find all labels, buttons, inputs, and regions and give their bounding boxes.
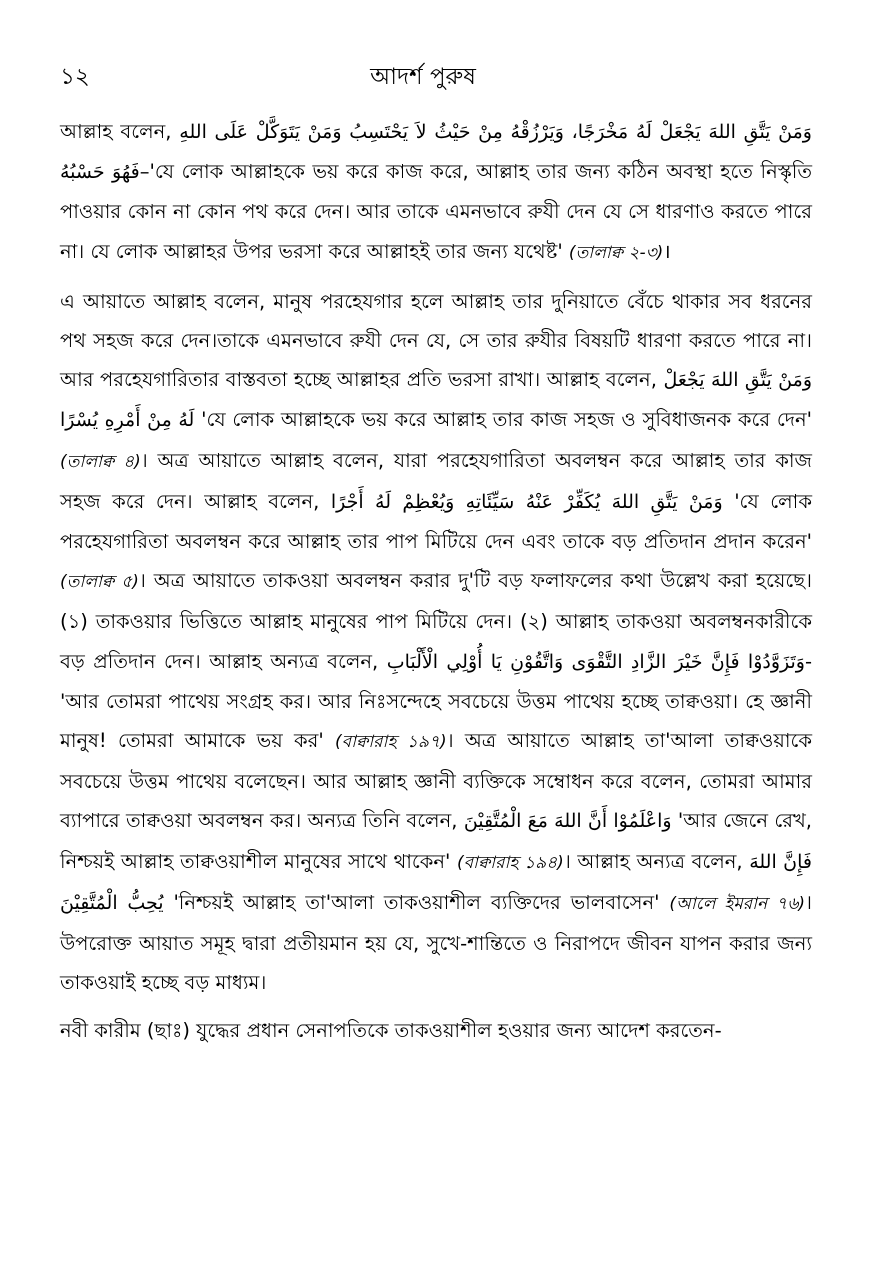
arabic-verse: وَمَنْ يَتَّقِ اللهَ يَجْعَلْ لَهُ مَخْرَجًا، وَيَرْزُقْهُ مِنْ حَيْثُ لاَ يَحْتَسِبُ وَمَنْ يَتَوَكَّلْ عَلَى اللهِ فَهُوَ حَسْبُهُ	[60, 121, 812, 184]
paragraph	[60, 1011, 812, 1050]
bengali-text: 'যে লোক আল্লাহকে ভয় করে আল্লাহ তার কাজ সহজ ও সুবিধাজনক করে দেন'	[194, 408, 812, 432]
bengali-text: ।	[663, 239, 671, 263]
arabic-verse: وَاعْلَمُوْا أَنَّ اللهَ مَعَ الْمُتَّقِيْنَ	[463, 810, 672, 833]
bengali-text: 'নিশ্চয়ই আল্লাহ তা'আলা তাকওয়াশীল ব্যক্তিদের ভালবাসেন'	[163, 890, 670, 914]
bengali-text: এ আয়াতে আল্লাহ বলেন, মানুষ পরহেযগার হলে আল্লাহ তার দুনিয়াতে বেঁচে থাকার সব ধরনের পথ সহজ করে দেন।তাকে এমনভাবে রুযী দেন যে, সে তার রুযীর বিষয়টি ধারণা করতে পারে না। আর পরহেযগারিতার বাস্তবতা হচ্ছে আল্লাহর প্রতি ভরসা রাখা। আল্লাহ বলেন,	[60, 289, 812, 392]
arabic-verse: وَتَزَوَّدُوْا فَإِنَّ خَيْرَ الزَّادِ التَّقْوَى وَاتَّقُوْنِ يَا أُوْلِي الْأَلْبَابِ	[386, 650, 805, 673]
bengali-text: নবী কারীম (ছাঃ) যুদ্ধের প্রধান সেনাপতিকে তাকওয়াশীল হওয়ার জন্য আদেশ করতেন-	[60, 1019, 722, 1043]
page-title: আদর্শ পুরুষ	[370, 64, 476, 90]
verse-reference: (তালাক্ব ৫)	[60, 572, 139, 593]
paragraph	[60, 112, 812, 273]
verse-reference: (তালাক্ব ২-৩)	[568, 242, 664, 263]
bengali-text: 'আর জেনে রেখ, নিশ্চয়ই আল্লাহ তাক্বওয়াশীল মানুষের সাথে থাকেন'	[60, 809, 812, 873]
bengali-text: । অত্র আয়াতে তাকওয়া অবলম্বন করার দু'টি বড় ফলাফলের কথা উল্লেখ করা হয়েছে। (১) তাকওয়ার ভিত্তিতে আল্লাহ মানুষের পাপ মিটিয়ে দেন। (২) আল্লাহ তাকওয়া অবলম্বনকারীকে বড় প্রতিদান দেন। আল্লাহ অন্যত্র বলেন,	[60, 569, 812, 673]
arabic-verse: فَإِنَّ اللهَ يُحِبُّ الْمُتَّقِيْنَ	[60, 850, 812, 914]
arabic-verse: وَمَنْ يَتَّقِ اللهَ يُكَفِّرْ عَنْهُ سَيِّئَاتِهِ وَيُعْظِمْ لَهُ أَجْرًا	[330, 490, 723, 513]
bengali-text: - 'আর তোমরা পাথেয় সংগ্রহ কর। আর নিঃসন্দেহে সবচেয়ে উত্তম পাথেয় হচ্ছে তাক্বওয়া। হে জ্ঞানী মানুষ! তোমরা আমাকে ভয় কর'	[60, 649, 813, 753]
verse-reference: (বাক্বারাহ ১৯৪)	[456, 852, 564, 873]
bengali-text: । অত্র আয়াতে আল্লাহ তা'আলা তাক্বওয়াকে সবচেয়ে উত্তম পাথেয় বলেছেন। আর আল্লাহ জ্ঞানী ব্যক্তিকে সম্বোধন করে বলেন, তোমরা আমার ব্যাপারে তাক্বওয়া অবলম্বন কর। অন্যত্র তিনি বলেন,	[60, 729, 812, 833]
arabic-verse: وَمَنْ يَتَّقِ اللهَ يَجْعَلْ لَهُ مِنْ أَمْرِهِ يُسْرًا	[60, 369, 812, 432]
bengali-text: । উপরোক্ত আয়াত সমূহ দ্বারা প্রতীয়মান হয় যে, সুখে-শান্তিতে ও নিরাপদে জীবন যাপন করার জন্য তাকওয়াই হচ্ছে বড় মাধ্যম।	[60, 890, 813, 995]
bengali-text: । অত্র আয়াতে আল্লাহ বলেন, যারা পরহেযগারিতা অবলম্বন করে আল্লাহ তার কাজ সহজ করে দেন। আল্লাহ বলেন,	[60, 448, 812, 513]
verse-reference: (তালাক্ব ৪)	[60, 451, 141, 472]
verse-reference: (বাক্বারাহ ১৯৭)	[335, 732, 447, 753]
verse-reference: (আলে ইমরান ৭৬)	[669, 893, 806, 914]
bengali-text: । আল্লাহ অন্যত্র বলেন,	[563, 849, 750, 873]
bengali-text: –'যে লোক আল্লাহকে ভয় করে কাজ করে, আল্লাহ তার জন্য কঠিন অবস্থা হতে নিস্কৃতি পাওয়ার কোন না কোন পথ করে দেন। আর তাকে এমনভাবে রুযী দেন যে সে ধারণাও করতে পারে না। যে লোক আল্লাহর উপর ভরসা করে আল্লাহই তার জন্য যথেষ্ট'	[60, 160, 812, 263]
paragraph	[60, 282, 812, 1003]
bengali-text: 'যে লোক পরহেযগারিতা অবলম্বন করে আল্লাহ তার পাপ মিটিয়ে দেন এবং তাকে বড় প্রতিদান প্রদান করেন'	[60, 489, 812, 554]
bengali-text: আল্লাহ বলেন,	[60, 120, 180, 143]
page-number: ১২	[60, 64, 90, 90]
page-header	[40, 58, 806, 92]
body-text	[60, 112, 812, 1051]
